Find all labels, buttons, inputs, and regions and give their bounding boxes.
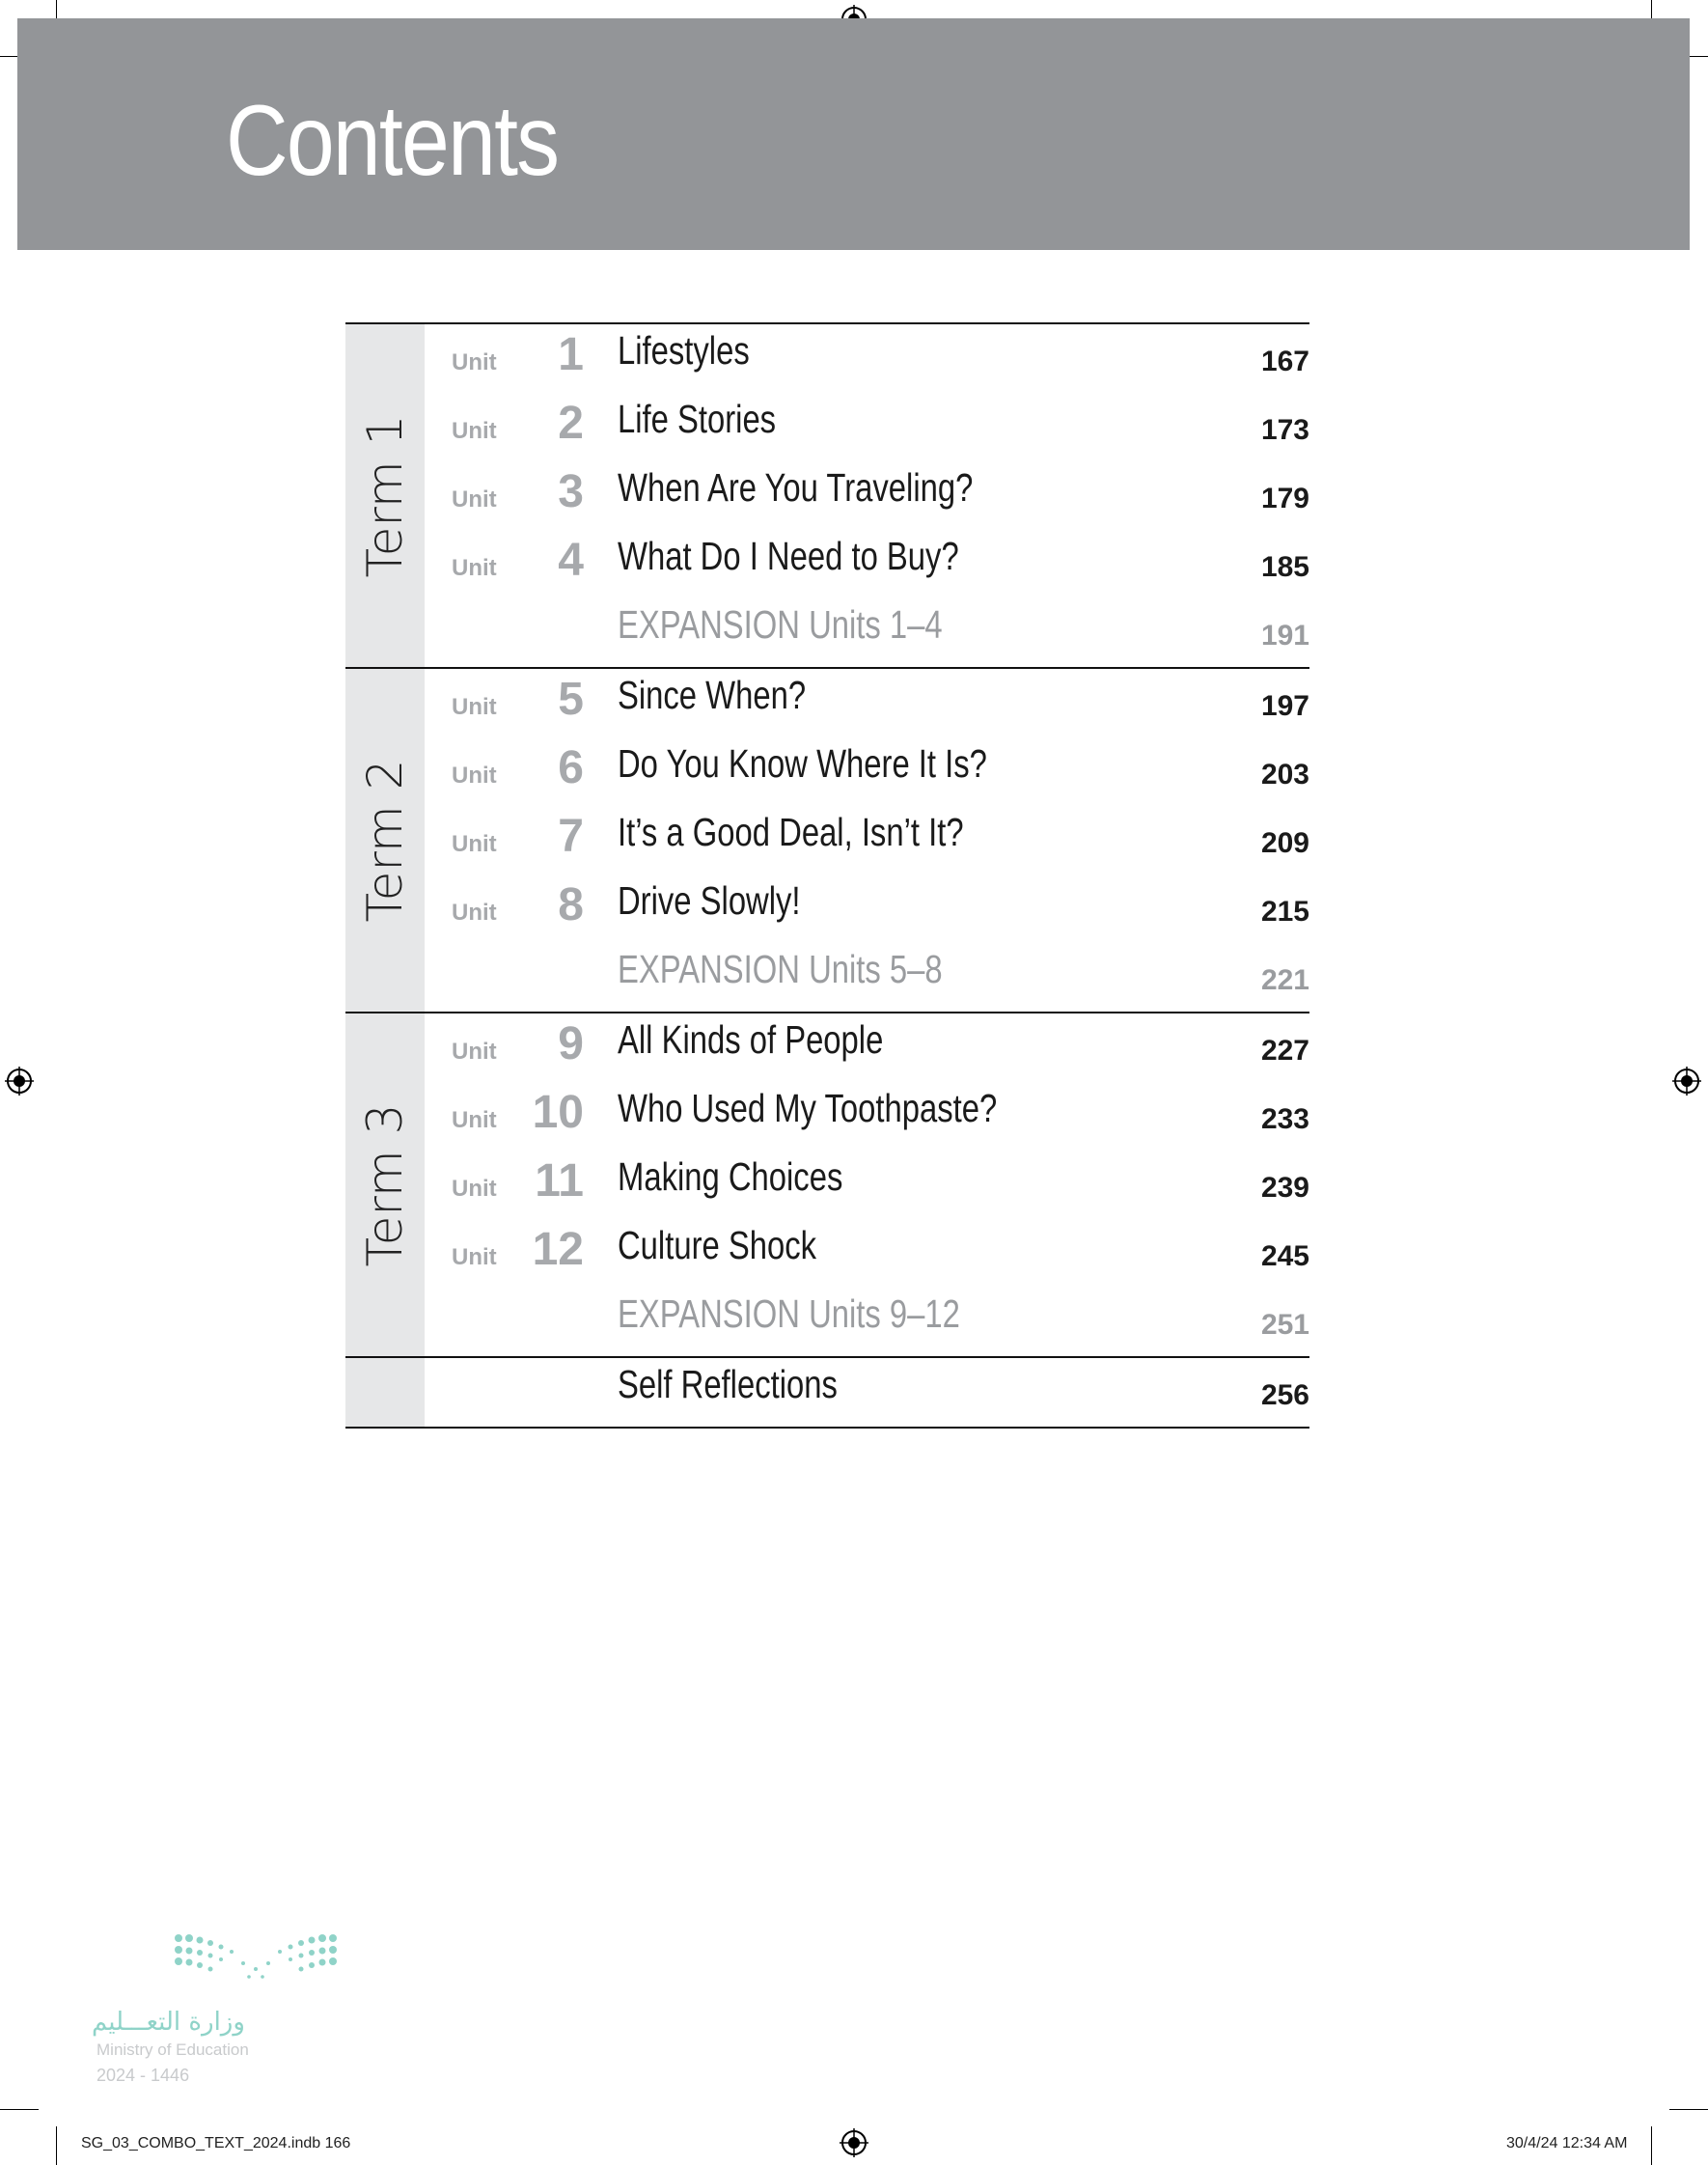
toc-entry[interactable] (425, 874, 1309, 943)
page-number: 227 (1260, 1035, 1309, 1067)
unit-label: Unit (452, 418, 497, 444)
unit-number: 2 (558, 398, 584, 449)
toc-entry[interactable] (425, 669, 1309, 737)
unit-label: Unit (452, 486, 497, 513)
unit-label: Unit (452, 831, 497, 857)
toc-entry[interactable] (425, 806, 1309, 874)
slug-file-info: SG_03_COMBO_TEXT_2024.indb 166 (81, 2135, 351, 2151)
page-number: 197 (1260, 690, 1309, 722)
ministry-dots-icon (174, 1930, 338, 1988)
page-number: 221 (1260, 964, 1309, 996)
page-title: Contents (226, 85, 559, 197)
ministry-name-arabic: وزارة التعـــليم (92, 2008, 245, 2037)
unit-title: What Do I Need to Buy? (618, 534, 959, 578)
unit-label: Unit (452, 1176, 497, 1202)
page-number: 179 (1260, 483, 1309, 514)
crop-mark (56, 2126, 57, 2165)
toc-entry[interactable] (425, 461, 1309, 530)
unit-number: 8 (558, 879, 584, 930)
page-number: 251 (1260, 1309, 1309, 1341)
toc-entry[interactable] (425, 1082, 1309, 1151)
page-number: 167 (1260, 346, 1309, 377)
unit-title: Lifestyles (618, 328, 750, 373)
page-number: 203 (1260, 759, 1309, 791)
unit-label: Unit (452, 763, 497, 789)
unit-title: It’s a Good Deal, Isn’t It? (618, 810, 964, 854)
unit-title: EXPANSION Units 5–8 (618, 947, 943, 991)
unit-number: 4 (558, 535, 584, 586)
toc-entry[interactable] (425, 530, 1309, 598)
registration-mark-icon (5, 1067, 34, 1096)
page-number: 185 (1260, 551, 1309, 583)
toc-entry[interactable] (425, 1151, 1309, 1219)
term-sidebar (345, 669, 425, 1012)
unit-title: Drive Slowly! (618, 878, 801, 923)
unit-label: Unit (452, 349, 497, 375)
unit-number: 1 (558, 329, 584, 380)
toc-entry[interactable] (425, 737, 1309, 806)
table-of-contents (345, 322, 1309, 1429)
page-number: 256 (1260, 1379, 1309, 1411)
unit-title: EXPANSION Units 1–4 (618, 602, 943, 647)
unit-title: All Kinds of People (618, 1017, 884, 1062)
toc-entry[interactable] (425, 1013, 1309, 1082)
toc-bottom-rule (345, 1427, 1309, 1429)
unit-title: Making Choices (618, 1154, 843, 1199)
toc-entry[interactable] (425, 1219, 1309, 1288)
toc-term-section (345, 1012, 1309, 1356)
crop-mark (1651, 2126, 1652, 2165)
toc-term-section (345, 322, 1309, 667)
unit-number: 5 (558, 674, 584, 725)
slug-date-time: 30/4/24 12:34 AM (1506, 2135, 1628, 2151)
toc-entry[interactable] (425, 1288, 1309, 1356)
toc-entry[interactable] (425, 324, 1309, 393)
unit-number: 12 (532, 1224, 584, 1275)
crop-mark (0, 2109, 39, 2110)
unit-label: Unit (452, 1107, 497, 1133)
page-number: 209 (1260, 827, 1309, 859)
unit-title: When Are You Traveling? (618, 465, 974, 510)
unit-title: Since When? (618, 673, 807, 717)
unit-title: Do You Know Where It Is? (618, 741, 987, 786)
term-label: Term 1 (357, 414, 413, 577)
unit-number: 3 (558, 466, 584, 517)
registration-mark-icon (840, 2128, 868, 2157)
term-sidebar (345, 1013, 425, 1356)
page-number: 239 (1260, 1172, 1309, 1204)
unit-label: Unit (452, 694, 497, 720)
toc-entry[interactable] (425, 598, 1309, 667)
unit-number: 6 (558, 742, 584, 793)
unit-title: EXPANSION Units 9–12 (618, 1291, 960, 1336)
unit-label: Unit (452, 555, 497, 581)
term-sidebar (345, 1358, 425, 1427)
term-sidebar (345, 324, 425, 667)
toc-term-section (345, 1356, 1309, 1427)
page-number: 245 (1260, 1240, 1309, 1272)
toc-entry[interactable] (425, 1358, 1309, 1427)
toc-entry[interactable] (425, 393, 1309, 461)
registration-mark-icon (1672, 1067, 1701, 1096)
ministry-year: 2024 - 1446 (96, 2066, 190, 2085)
toc-entry[interactable] (425, 943, 1309, 1012)
unit-number: 7 (558, 811, 584, 862)
unit-label: Unit (452, 1039, 497, 1065)
unit-label: Unit (452, 900, 497, 926)
unit-label: Unit (452, 1244, 497, 1270)
page-number: 233 (1260, 1103, 1309, 1135)
toc-term-section (345, 667, 1309, 1012)
ministry-name-english: Ministry of Education (96, 2040, 249, 2059)
unit-title: Life Stories (618, 397, 777, 441)
page-number: 215 (1260, 896, 1309, 928)
unit-number: 9 (558, 1018, 584, 1069)
page-number: 191 (1260, 620, 1309, 652)
page-number: 173 (1260, 414, 1309, 446)
unit-number: 11 (535, 1155, 584, 1207)
term-label: Term 3 (357, 1103, 413, 1266)
unit-title: Who Used My Toothpaste? (618, 1086, 998, 1130)
crop-mark (1669, 2109, 1708, 2110)
unit-title: Culture Shock (618, 1223, 817, 1267)
unit-title: Self Reflections (618, 1362, 838, 1406)
unit-number: 10 (532, 1087, 584, 1138)
term-label: Term 2 (357, 759, 413, 922)
